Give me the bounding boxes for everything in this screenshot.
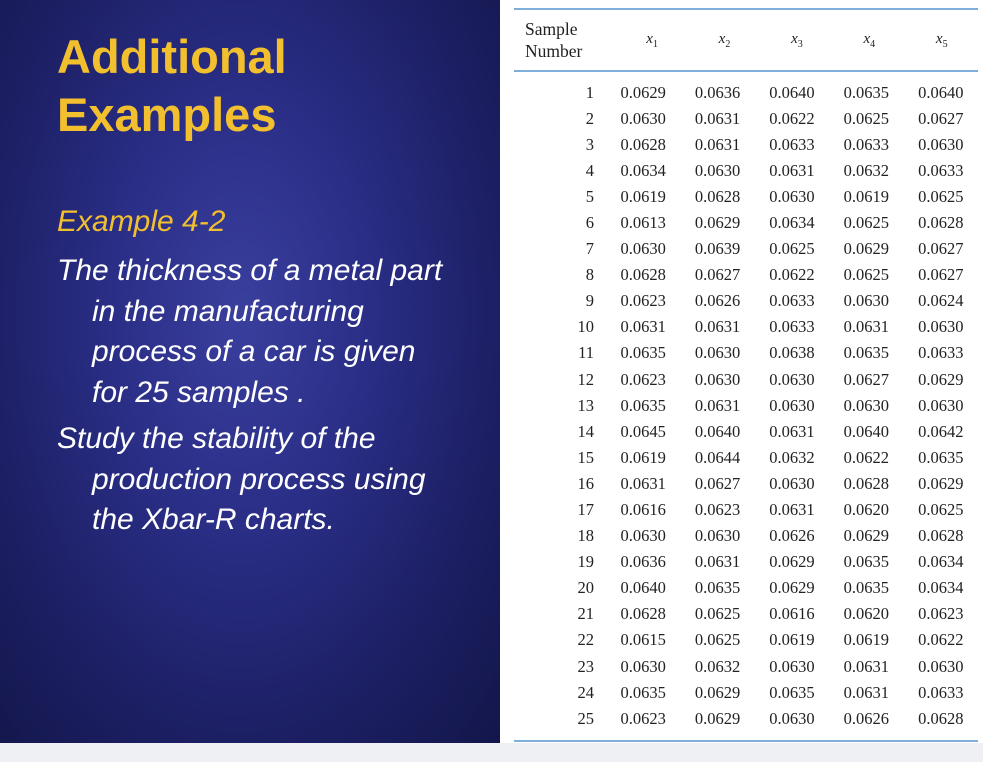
header-sample-number [514, 10, 616, 70]
measurement-cell-x5: 0.0630 [918, 656, 964, 676]
sample-number-cell: 10 [577, 317, 594, 337]
measurement-cell-x4: 0.0635 [843, 552, 890, 572]
header-x1-label: x [646, 30, 653, 47]
measurement-cell-x5: 0.0623 [918, 604, 964, 624]
measurement-cell-x3: 0.0631 [769, 160, 815, 180]
table-row [514, 393, 978, 419]
task-statement [57, 419, 497, 541]
measurement-cell-x5: 0.0634 [918, 578, 964, 598]
sample-number-cell: 22 [577, 630, 594, 650]
measurement-cell-x2: 0.0636 [694, 82, 741, 102]
sample-number-cell: 16 [577, 473, 594, 493]
header-x5-label: x [935, 30, 943, 47]
table-body [514, 72, 978, 732]
header-x4-label: x [863, 30, 871, 47]
measurement-cell-x4: 0.0640 [843, 421, 890, 441]
measurement-cell-x5: 0.0627 [918, 239, 964, 259]
measurement-cell-x2: 0.0640 [694, 421, 741, 441]
sample-number-cell: 13 [577, 395, 594, 415]
measurement-cell-x4: 0.0632 [843, 160, 890, 180]
table-row [514, 210, 978, 236]
measurement-cell-x5: 0.0640 [918, 82, 964, 102]
header-x4 [833, 10, 905, 70]
slide-title: Additional Examples [57, 30, 287, 141]
sample-number-cell: 24 [577, 682, 594, 702]
table-bottom-rule [514, 740, 978, 742]
measurement-cell-x4: 0.0625 [843, 212, 890, 232]
measurement-cell-x2: 0.0631 [694, 552, 741, 572]
measurement-cell-x2: 0.0627 [694, 473, 741, 493]
header-x3 [761, 10, 833, 70]
header-sample-number-label: Sample Number [525, 19, 583, 61]
measurement-cell-x4: 0.0625 [843, 265, 890, 285]
sample-number-cell: 19 [577, 552, 594, 572]
measurement-cell-x2: 0.0630 [694, 160, 741, 180]
measurement-cell-x3: 0.0632 [769, 447, 815, 467]
sample-number-cell: 15 [577, 447, 594, 467]
measurement-cell-x2: 0.0631 [694, 317, 741, 337]
header-x2 [688, 10, 760, 70]
table-row [514, 262, 978, 288]
measurement-cell-x5: 0.0630 [918, 395, 964, 415]
measurement-cell-x3: 0.0633 [769, 134, 815, 154]
measurement-cell-x1: 0.0635 [620, 395, 666, 415]
left-panel [0, 0, 500, 743]
measurement-cell-x4: 0.0629 [843, 526, 890, 546]
measurement-cell-x5: 0.0625 [918, 500, 964, 519]
measurement-cell-x2: 0.0644 [694, 447, 741, 467]
task-statement-line1: Study the stability of the [57, 422, 376, 455]
table-row [514, 158, 978, 184]
measurement-cell-x3: 0.0616 [769, 604, 815, 624]
measurement-cell-x1: 0.0630 [620, 656, 666, 676]
measurement-cell-x5: 0.0629 [918, 473, 964, 493]
measurement-cell-x2: 0.0625 [694, 630, 741, 650]
table-row [514, 106, 978, 132]
measurement-cell-x3: 0.0640 [769, 82, 815, 102]
sample-number-cell: 3 [585, 134, 594, 154]
measurement-cell-x3: 0.0633 [769, 317, 815, 337]
measurement-cell-x5: 0.0628 [918, 708, 964, 728]
measurement-cell-x1: 0.0623 [620, 291, 666, 311]
measurement-cell-x5: 0.0642 [918, 421, 964, 441]
measurement-cell-x1: 0.0628 [620, 265, 666, 285]
sample-number-cell: 17 [577, 500, 594, 519]
measurement-cell-x2: 0.0631 [694, 108, 741, 128]
header-x1-subscript: 1 [652, 38, 658, 50]
sample-number-cell: 21 [577, 604, 594, 624]
measurement-cell-x5: 0.0630 [918, 134, 964, 154]
header-x4-subscript: 4 [870, 38, 876, 50]
measurement-cell-x2: 0.0632 [694, 656, 741, 676]
measurement-cell-x4: 0.0629 [843, 239, 890, 259]
table-row [514, 72, 978, 106]
sample-number-cell: 14 [577, 421, 594, 441]
table-row [514, 471, 978, 497]
measurement-cell-x4: 0.0620 [843, 500, 890, 519]
measurement-cell-x1: 0.0630 [620, 108, 666, 128]
sample-number-cell: 8 [585, 265, 594, 285]
sample-number-cell: 18 [577, 526, 594, 546]
measurement-cell-x2: 0.0628 [694, 186, 741, 206]
measurement-cell-x2: 0.0630 [694, 369, 741, 389]
header-x3-label: x [791, 30, 798, 47]
measurement-cell-x5: 0.0624 [918, 291, 964, 311]
measurement-cell-x4: 0.0633 [843, 134, 890, 154]
measurement-cell-x2: 0.0630 [694, 343, 741, 363]
measurement-cell-x2: 0.0627 [694, 265, 741, 285]
task-statement-rest: production process using the Xbar-R charts. [92, 462, 426, 536]
sample-number-cell: 5 [585, 186, 594, 206]
problem-statement-line1: The thickness of a metal part [57, 254, 443, 287]
sample-number-cell: 9 [585, 291, 594, 311]
measurement-cell-x4: 0.0630 [843, 291, 890, 311]
table-row [514, 680, 978, 706]
measurement-cell-x3: 0.0630 [769, 656, 815, 676]
table-row [514, 367, 978, 393]
sample-number-cell: 23 [577, 656, 594, 676]
measurement-cell-x5: 0.0633 [918, 682, 964, 702]
measurement-cell-x1: 0.0631 [620, 317, 666, 337]
measurement-cell-x1: 0.0636 [620, 552, 666, 572]
measurement-cell-x4: 0.0626 [843, 708, 890, 728]
problem-statement [57, 251, 497, 413]
table-row [514, 419, 978, 445]
table-row [514, 654, 978, 680]
measurement-cell-x2: 0.0629 [694, 708, 741, 728]
measurement-cell-x4: 0.0627 [843, 369, 890, 389]
measurement-cell-x3: 0.0629 [769, 578, 815, 598]
measurement-cell-x5: 0.0633 [918, 160, 964, 180]
table-row [514, 575, 978, 601]
measurement-cell-x4: 0.0620 [843, 604, 890, 624]
measurement-cell-x2: 0.0639 [694, 239, 741, 259]
measurement-cell-x1: 0.0645 [620, 421, 666, 441]
measurement-cell-x1: 0.0616 [620, 500, 666, 519]
measurement-cell-x4: 0.0635 [843, 343, 890, 363]
measurement-cell-x1: 0.0628 [620, 134, 666, 154]
header-x1 [616, 10, 688, 70]
table-row [514, 132, 978, 158]
measurement-cell-x3: 0.0619 [769, 630, 815, 650]
measurement-cell-x1: 0.0635 [620, 682, 666, 702]
sample-number-cell: 2 [585, 108, 594, 128]
table-row [514, 523, 978, 549]
sample-number-cell: 4 [585, 160, 594, 180]
measurement-cell-x5: 0.0635 [918, 447, 964, 467]
measurement-cell-x2: 0.0629 [694, 682, 741, 702]
table-row [514, 236, 978, 262]
measurement-cell-x5: 0.0622 [918, 630, 964, 650]
table-header-row [514, 10, 978, 70]
measurement-cell-x3: 0.0631 [769, 500, 815, 519]
measurement-cell-x3: 0.0630 [769, 186, 815, 206]
table-row [514, 184, 978, 210]
measurement-cell-x3: 0.0635 [769, 682, 815, 702]
example-heading: Example 4-2 [57, 205, 226, 238]
table-row [514, 314, 978, 340]
measurement-cell-x5: 0.0627 [918, 108, 964, 128]
measurement-cell-x5: 0.0628 [918, 212, 964, 232]
measurement-cell-x1: 0.0613 [620, 212, 666, 232]
measurement-cell-x3: 0.0633 [769, 291, 815, 311]
header-x2-subscript: 2 [725, 38, 731, 50]
measurement-cell-x4: 0.0625 [843, 108, 890, 128]
header-x5 [906, 10, 978, 70]
measurement-cell-x4: 0.0619 [843, 630, 890, 650]
table-row [514, 445, 978, 471]
measurement-cell-x3: 0.0638 [769, 343, 815, 363]
table-row [514, 340, 978, 366]
measurement-cell-x2: 0.0625 [694, 604, 741, 624]
measurement-cell-x1: 0.0619 [620, 186, 666, 206]
measurement-cell-x1: 0.0615 [620, 630, 666, 650]
measurement-cell-x4: 0.0631 [843, 317, 890, 337]
measurement-cell-x5: 0.0633 [918, 343, 964, 363]
measurement-cell-x1: 0.0630 [620, 239, 666, 259]
measurement-cell-x1: 0.0629 [620, 82, 666, 102]
measurement-cell-x2: 0.0623 [694, 500, 741, 519]
sample-data-table [514, 8, 978, 742]
measurement-cell-x5: 0.0629 [918, 369, 964, 389]
measurement-cell-x4: 0.0630 [843, 395, 890, 415]
measurement-cell-x3: 0.0631 [769, 421, 815, 441]
table-row [514, 706, 978, 732]
sample-number-cell: 20 [577, 578, 594, 598]
sample-number-cell: 7 [585, 239, 594, 259]
table-row [514, 627, 978, 653]
measurement-cell-x3: 0.0622 [769, 108, 815, 128]
header-x2-label: x [718, 30, 726, 47]
measurement-cell-x3: 0.0622 [769, 265, 815, 285]
measurement-cell-x1: 0.0634 [620, 160, 666, 180]
measurement-cell-x5: 0.0628 [918, 526, 964, 546]
measurement-cell-x5: 0.0627 [918, 265, 964, 285]
measurement-cell-x3: 0.0625 [769, 239, 815, 259]
measurement-cell-x2: 0.0629 [694, 212, 741, 232]
sample-number-cell: 12 [577, 369, 594, 389]
measurement-cell-x2: 0.0635 [694, 578, 741, 598]
measurement-cell-x2: 0.0626 [694, 291, 741, 311]
measurement-cell-x4: 0.0619 [843, 186, 890, 206]
measurement-cell-x3: 0.0629 [769, 552, 815, 572]
problem-statement-rest: in the manufacturing process of a car is given for 25 samples . [92, 294, 416, 409]
sample-number-cell: 25 [577, 708, 594, 728]
measurement-cell-x2: 0.0631 [694, 134, 741, 154]
sample-number-cell: 6 [585, 212, 594, 232]
table-row [514, 288, 978, 314]
header-x3-subscript: 3 [797, 38, 803, 50]
measurement-cell-x1: 0.0631 [620, 473, 666, 493]
measurement-cell-x1: 0.0640 [620, 578, 666, 598]
sample-number-cell: 11 [578, 343, 594, 363]
measurement-cell-x2: 0.0630 [694, 526, 741, 546]
table-row [514, 601, 978, 627]
measurement-cell-x1: 0.0635 [620, 343, 666, 363]
measurement-cell-x2: 0.0631 [694, 395, 741, 415]
measurement-cell-x4: 0.0631 [843, 656, 890, 676]
measurement-cell-x3: 0.0634 [769, 212, 815, 232]
sample-number-cell: 1 [585, 82, 594, 102]
measurement-cell-x4: 0.0635 [843, 82, 890, 102]
measurement-cell-x1: 0.0619 [620, 447, 666, 467]
measurement-cell-x4: 0.0628 [843, 473, 890, 493]
measurement-cell-x3: 0.0630 [769, 708, 815, 728]
header-x5-subscript: 5 [942, 38, 948, 50]
table-row [514, 549, 978, 575]
measurement-cell-x3: 0.0630 [769, 369, 815, 389]
measurement-cell-x4: 0.0622 [843, 447, 890, 467]
measurement-cell-x1: 0.0630 [620, 526, 666, 546]
measurement-cell-x5: 0.0625 [918, 186, 964, 206]
table-row [514, 497, 978, 523]
measurement-cell-x5: 0.0634 [918, 552, 964, 572]
measurement-cell-x1: 0.0623 [620, 708, 666, 728]
measurement-cell-x3: 0.0626 [769, 526, 815, 546]
measurement-cell-x1: 0.0628 [620, 604, 666, 624]
measurement-cell-x4: 0.0631 [843, 682, 890, 702]
measurement-cell-x1: 0.0623 [620, 369, 666, 389]
measurement-cell-x4: 0.0635 [843, 578, 890, 598]
measurement-cell-x3: 0.0630 [769, 395, 815, 415]
measurement-cell-x5: 0.0630 [918, 317, 964, 337]
measurement-cell-x3: 0.0630 [769, 473, 815, 493]
